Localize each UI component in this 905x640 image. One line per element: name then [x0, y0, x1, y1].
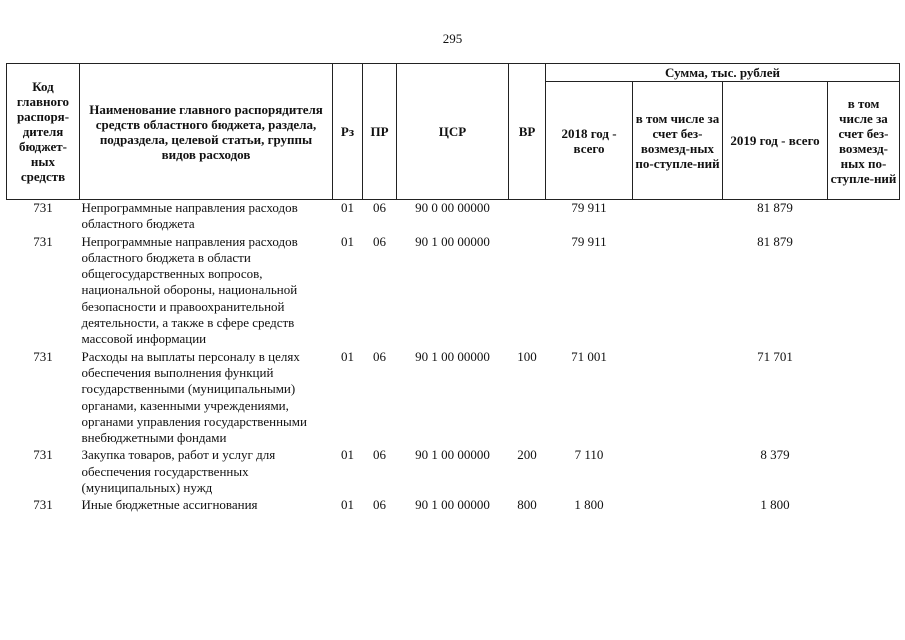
header-2018-incl: в том числе за счет без-возмезд-ных по-ступле-ний — [633, 82, 723, 200]
header-csr: ЦСР — [397, 64, 509, 200]
table-row — [7, 497, 900, 514]
cell-name: Непрограммные направления расходов областного бюджета в области общегосударственных вопросов, национальной обороны, национальной безопасности и правоохранительной деятельности, а также в сфере средств массовой информации — [81, 233, 298, 347]
header-vr: ВР — [509, 64, 546, 200]
cell-2018-incl — [633, 200, 723, 234]
header-2018-total: 2018 год - всего — [546, 82, 633, 200]
page-number: 295 — [442, 31, 463, 46]
cell-2018-total: 7 110 — [574, 447, 604, 463]
header-code: Код главного распоря-дителя бюджет-ных средств — [7, 64, 80, 200]
cell-2019-incl — [828, 200, 900, 234]
cell-rz: 01 — [341, 200, 354, 215]
cell-pr: 06 — [373, 200, 386, 215]
cell-csr: 90 1 00 00000 — [415, 447, 490, 463]
cell-2018-incl — [633, 234, 723, 349]
cell-2019-total: 81 879 — [757, 200, 793, 215]
cell-2019-total: 1 800 — [760, 497, 790, 513]
table-row — [7, 349, 900, 448]
cell-2019-incl — [828, 349, 900, 448]
cell-2018-incl — [633, 447, 723, 497]
cell-csr: 90 1 00 00000 — [415, 497, 490, 513]
table-row — [7, 447, 900, 497]
header-pr: ПР — [363, 64, 397, 200]
table-row — [7, 200, 900, 234]
cell-2019-incl — [828, 447, 900, 497]
cell-name: Иные бюджетные ассигнования — [81, 497, 258, 513]
cell-csr: 90 1 00 00000 — [415, 348, 490, 364]
cell-code: 731 — [33, 200, 53, 215]
cell-code: 731 — [33, 497, 53, 513]
cell-rz: 01 — [341, 447, 354, 463]
cell-2019-total: 71 701 — [757, 348, 793, 364]
cell-rz: 01 — [341, 348, 354, 364]
cell-2018-incl — [633, 497, 723, 514]
cell-csr: 90 0 00 00000 — [415, 200, 490, 215]
cell-name: Непрограммные направления расходов областного бюджета — [81, 200, 298, 232]
cell-pr: 06 — [373, 348, 386, 364]
cell-vr: 800 — [517, 497, 537, 513]
cell-2018-incl — [633, 349, 723, 448]
cell-vr: 200 — [517, 447, 537, 463]
cell-code: 731 — [33, 348, 53, 364]
header-name: Наименование главного распорядителя средств областного бюджета, раздела, подраздела, целевой статьи, группы видов расходов — [80, 64, 333, 200]
cell-2019-total: 8 379 — [760, 447, 790, 463]
cell-vr — [509, 234, 546, 349]
table-row — [7, 234, 900, 349]
cell-name: Расходы на выплаты персоналу в целях обеспечения выполнения функций государственными (муниципальными) органами, казенными учреждениями, органами управления государственными внебюджетными фондами — [81, 348, 307, 446]
header-sum: Сумма, тыс. рублей — [546, 64, 900, 82]
header-row-top — [7, 64, 900, 82]
header-2019-incl: в том числе за счет без-возмезд-ных по-ступле-ний — [828, 82, 900, 200]
cell-rz: 01 — [341, 233, 354, 249]
cell-code: 731 — [33, 447, 53, 463]
cell-pr: 06 — [373, 447, 386, 463]
cell-2019-incl — [828, 497, 900, 514]
cell-2018-total: 1 800 — [574, 497, 604, 513]
cell-2018-total: 79 911 — [571, 233, 607, 249]
cell-rz: 01 — [341, 497, 354, 513]
cell-2019-incl — [828, 234, 900, 349]
budget-table — [6, 63, 900, 515]
cell-2019-total: 81 879 — [757, 233, 793, 249]
cell-2018-total: 79 911 — [571, 200, 607, 215]
cell-2018-total: 71 001 — [571, 348, 607, 364]
cell-pr: 06 — [373, 233, 386, 249]
cell-name: Закупка товаров, работ и услуг для обеспечения государственных (муниципальных) нужд — [81, 447, 276, 496]
header-rz: Рз — [333, 64, 363, 200]
cell-vr: 100 — [517, 348, 537, 364]
header-2019-total: 2019 год - всего — [723, 82, 828, 200]
cell-csr: 90 1 00 00000 — [415, 233, 490, 249]
cell-code: 731 — [33, 233, 53, 249]
cell-pr: 06 — [373, 497, 386, 513]
cell-vr — [509, 200, 546, 234]
